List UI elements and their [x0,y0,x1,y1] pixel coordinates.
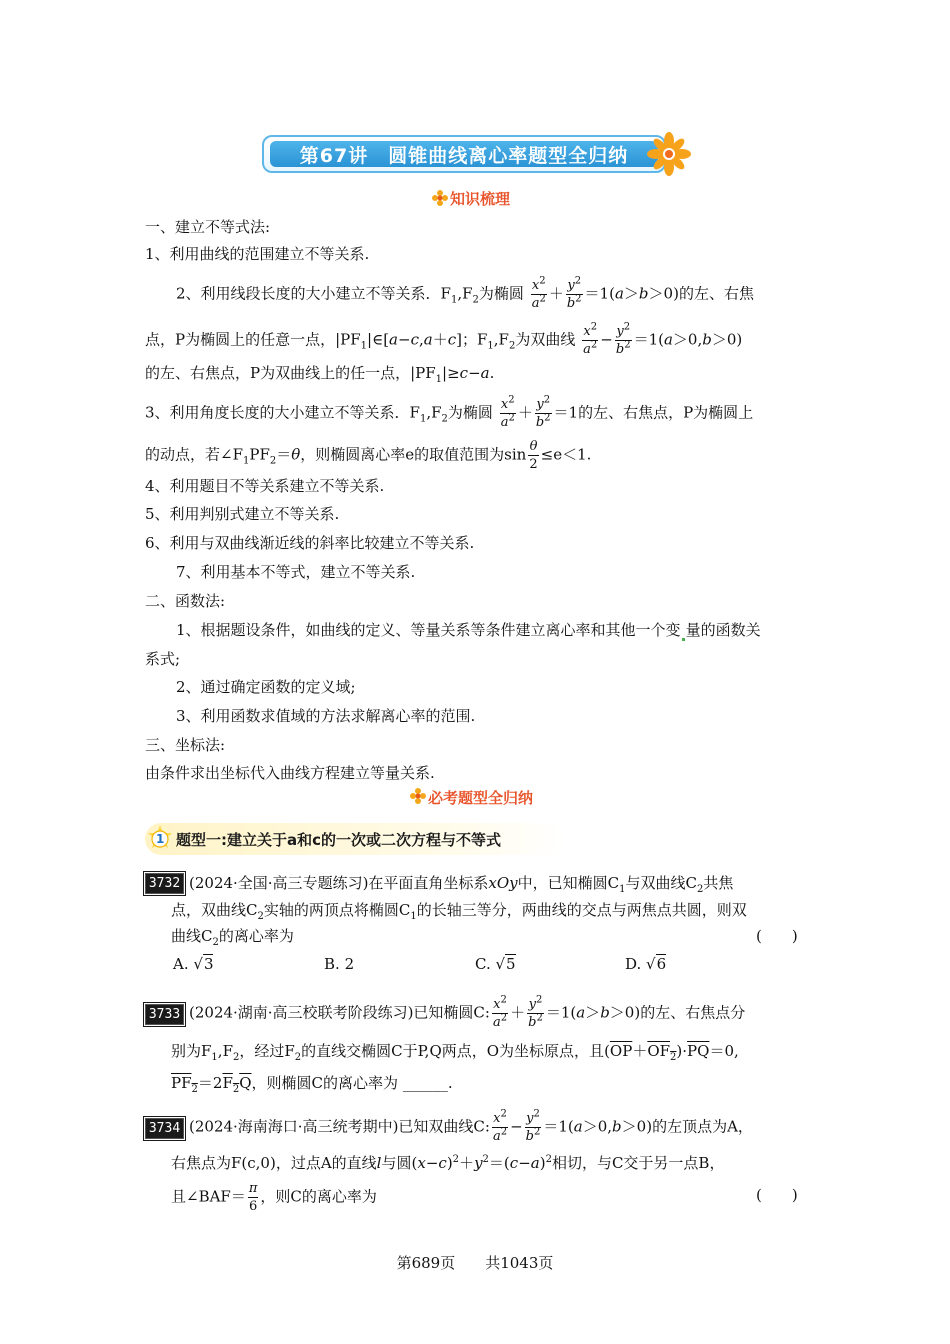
method1-item3-line1: 3、利用角度长度的大小建立不等关系．$F_1,F_2$为椭圆 $\frac{x^2}{a^2}$ ＋ $\frac{y^2}{b^2}$ ＝1的左、右焦点，P为椭圆上 [145,394,754,430]
section-knowledge-title: 知识梳理 [450,190,511,208]
method2-title: 二、函数法: [145,592,226,610]
type1-title: 题型一:建立关于a和c的一次或二次方程与不等式 [176,831,502,849]
method1-item6: 6、利用与双曲线渐近线的斜率比较建立不等关系. [145,534,475,552]
type1-badge: 1 [156,832,165,846]
small-flower-icon [432,190,448,206]
question-number-3732: 3732 [145,873,184,894]
method2-item3: 3、利用函数求值域的方法求解离心率的范围. [176,707,476,725]
q3733-line1: (2024·湖南·高三校联考阶段练习)已知椭圆C: $\frac{x^2}{a^2}$ ＋ $\frac{y^2}{b^2}$ ＝1(a＞b＞0)的左、右焦点分 [189,994,746,1030]
option-b[interactable]: B. 2 [324,955,355,973]
q3733-line2: 别为$F_1,F_2$，经过$F_2$的直线交椭圆C于P,Q两点，O为坐标原点，且$(\overline{OP}+OF_2)\cdot\overline{PQ}=0$, [171,1042,739,1063]
q3732-line3: 曲线$C_2$的离心率为 [171,927,294,948]
q3733-line3: $PF_2=2F_2Q$，则椭圆C的离心率为 ______. [171,1074,453,1095]
method2-item2: 2、通过确定函数的定义域; [176,678,356,696]
title-banner [262,135,666,173]
method1-item2-line1: 2、利用线段长度的大小建立不等关系．$F_1,F_2$为椭圆 $\frac{x^2}{a^2}$ ＋ $\frac{y^2}{b^2}$ ＝1(a＞b＞0)的左、右焦 [176,275,754,311]
method2-item1-line1: 1、根据题设条件，如曲线的定义、等量关系等条件建立离心率和其他一个变 量的函数关 [176,621,761,639]
flower-icon [646,131,692,177]
section-types-title: 必考题型全归纳 [428,789,534,807]
method1-item4: 4、利用题目不等关系建立不等关系. [145,477,385,495]
method3-title: 三、坐标法: [145,736,226,754]
q3732-line2: 点，双曲线$C_2$实轴的两顶点将椭圆$C_1$的长轴三等分，两曲线的交点与两焦点共圆，则双 [171,901,747,922]
method1-item2-line3: 的左、右焦点，P为双曲线上的任一点，$|PF_1|\ge c-a$. [145,364,495,385]
q3734-line3: 且∠BAF＝ $\frac{\pi}{6}$ ，则C的离心率为 [171,1181,377,1214]
q3734-line2: 右焦点为F(c,0)，过点A的直线l与圆$(x-c)^2+y^2=(c-a)^2$相切，与C交于另一点B， [171,1154,725,1172]
method2-item1-line2: 系式; [145,650,181,668]
q3734-line1: (2024·海南海口·高三统考期中)已知双曲线C: $\frac{x^2}{a^2}$ − $\frac{y^2}{b^2}$ ＝1(a＞0,b＞0)的左顶点为A， [189,1108,753,1144]
question-number-3733: 3733 [145,1004,184,1025]
page-title: 第67讲 圆锥曲线离心率题型全归纳 [299,145,629,167]
method1-item1: 1、利用曲线的范围建立不等关系. [145,245,370,263]
question-number-3734: 3734 [145,1118,184,1139]
option-d[interactable]: D. √6 [625,955,667,973]
method1-item3-line2: 的动点，若$\angle F_1PF_2=\theta$，则椭圆离心率e的取值范围为sin $\frac{\theta}{2}$ ≤e＜1. [145,439,592,472]
option-c[interactable]: C. √5 [475,955,516,973]
q3732-line1: (2024·全国·高三专题练习)在平面直角坐标系xOy中，已知椭圆$C_1$与双曲线$C_2$共焦 [189,874,734,895]
answer-blank[interactable]: ______. [402,1074,453,1092]
method1-item5: 5、利用判别式建立不等关系. [145,505,340,523]
option-a[interactable]: A. √3 [173,955,214,973]
method1-title: 一、建立不等式法: [145,218,271,236]
method1-item2-line2: 点，P为椭圆上的任意一点，$|PF_1|\in[a-c,a+c]$；$F_1,F_2$为双曲线 $\frac{x^2}{a^2}$ − $\frac{y^2}{b^2}$ ＝1(a＞0,b＞0) [145,321,743,357]
method1-item7: 7、利用基本不等式，建立不等关系. [176,563,416,581]
answer-paren: ( ) [756,1186,798,1204]
method3-item1: 由条件求出坐标代入曲线方程建立等量关系. [145,764,435,782]
page-footer: 第689页 共1043页 [396,1254,554,1272]
small-flower-icon [410,788,426,804]
answer-paren: ( ) [756,927,798,945]
